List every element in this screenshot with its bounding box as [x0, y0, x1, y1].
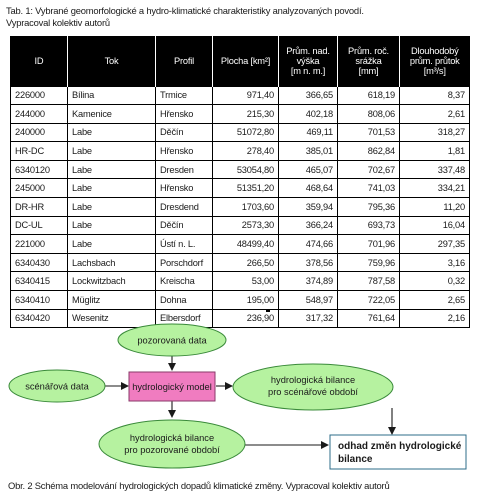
cell-srazka: 795,36: [338, 198, 400, 217]
header-prutok-line-3: [m³/s]: [423, 65, 446, 76]
cell-vyska: 374,89: [279, 272, 338, 291]
cell-vyska: 378,56: [279, 253, 338, 272]
cell-srazka: 808,06: [338, 105, 400, 124]
cell-tok: Müglitz: [68, 291, 156, 310]
cell-plocha: 51072,80: [213, 123, 279, 142]
cell-vyska: 317,32: [279, 309, 338, 328]
table-body: [11, 86, 470, 328]
cell-profil: Trmice: [156, 86, 213, 105]
cell-vyska: 548,97: [279, 291, 338, 310]
cell-prutok: 334,21: [400, 179, 470, 198]
cell-profil: Děčín: [156, 123, 213, 142]
node-bilance-pozor-label-2: pro pozorované období: [124, 445, 220, 455]
cell-srazka: 862,84: [338, 142, 400, 161]
table-row: [11, 291, 470, 310]
cell-tok: Labe: [68, 160, 156, 179]
cell-plocha: 48499,40: [213, 235, 279, 254]
header-vyska-line-2: výška: [296, 55, 320, 66]
cell-prutok: 337,48: [400, 160, 470, 179]
cell-id: DC-UL: [11, 216, 68, 235]
cell-id: 226000: [11, 86, 68, 105]
node-bilance-scenar-label-2: pro scénářové období: [268, 387, 358, 397]
cell-id: 245000: [11, 179, 68, 198]
node-hydrologicky-model-label: hydrologický model: [132, 382, 212, 392]
separator-dash: [266, 310, 270, 312]
cell-plocha: 971,40: [213, 86, 279, 105]
node-bilance-scenar-label-1: hydrologická bilance: [270, 375, 356, 385]
cell-id: 6340430: [11, 253, 68, 272]
cell-profil: Hřensko: [156, 142, 213, 161]
cell-profil: Ústí n. L.: [156, 235, 213, 254]
cell-profil: Hřensko: [156, 105, 213, 124]
cell-vyska: 469,11: [279, 123, 338, 142]
figure-caption: Obr. 2 Schéma modelování hydrologických dopadů klimatické změny. Vypracoval kolektiv autorů: [8, 480, 390, 491]
cell-prutok: 297,35: [400, 235, 470, 254]
cell-tok: Lockwitzbach: [68, 272, 156, 291]
table-row: [11, 160, 470, 179]
cell-profil: Elbersdorf: [156, 309, 213, 328]
table-row: [11, 123, 470, 142]
table-row: [11, 105, 470, 124]
cell-profil: Porschdorf: [156, 253, 213, 272]
header-vyska-line-3: [m n. m.]: [290, 65, 326, 76]
node-odhad-zmen-label-2: bilance: [338, 454, 373, 465]
header-srazka-line-3: [mm]: [358, 65, 379, 76]
cell-id: 6340120: [11, 160, 68, 179]
model-scheme-diagram: [0, 318, 487, 478]
cell-profil: Hřensko: [156, 179, 213, 198]
cell-vyska: 402,18: [279, 105, 338, 124]
header-profil: Profil: [156, 36, 213, 86]
cell-srazka: 701,96: [338, 235, 400, 254]
header-plocha: Plocha [km²]: [213, 36, 279, 86]
cell-vyska: 366,24: [279, 216, 338, 235]
cell-prutok: 2,61: [400, 105, 470, 124]
cell-srazka: 701,53: [338, 123, 400, 142]
table-row: [11, 142, 470, 161]
cell-plocha: 236,90: [213, 309, 279, 328]
table-row: [11, 253, 470, 272]
cell-vyska: 468,64: [279, 179, 338, 198]
cell-id: 240000: [11, 123, 68, 142]
cell-srazka: 722,05: [338, 291, 400, 310]
cell-vyska: 359,94: [279, 198, 338, 217]
header-prutok-line-2: prům. průtok: [409, 55, 460, 66]
cell-tok: Labe: [68, 123, 156, 142]
cell-vyska: 385,01: [279, 142, 338, 161]
cell-srazka: 702,67: [338, 160, 400, 179]
cell-profil: Dresden: [156, 160, 213, 179]
cell-srazka: 787,58: [338, 272, 400, 291]
header-vyska: [279, 36, 338, 86]
table-row: [11, 272, 470, 291]
cell-plocha: 1703,60: [213, 198, 279, 217]
cell-vyska: 366,65: [279, 86, 338, 105]
cell-prutok: 2,65: [400, 291, 470, 310]
cell-prutok: 11,20: [400, 198, 470, 217]
cell-prutok: 0,32: [400, 272, 470, 291]
cell-srazka: 759,96: [338, 253, 400, 272]
header-id: ID: [11, 36, 68, 86]
cell-tok: Labe: [68, 142, 156, 161]
cell-plocha: 215,30: [213, 105, 279, 124]
cell-prutok: 8,37: [400, 86, 470, 105]
cell-id: 6340415: [11, 272, 68, 291]
cell-profil: Dohna: [156, 291, 213, 310]
cell-id: 6340410: [11, 291, 68, 310]
cell-tok: Wesenitz: [68, 309, 156, 328]
cell-tok: Labe: [68, 216, 156, 235]
cell-prutok: 1,81: [400, 142, 470, 161]
cell-tok: Bílina: [68, 86, 156, 105]
header-prutok-line-1: Dlouhodobý: [410, 45, 459, 56]
table-caption-line-1: Tab. 1: Vybrané geomorfologické a hydro-klimatické charakteristiky analyzovaných povodí.: [6, 5, 364, 16]
table-row: [11, 179, 470, 198]
cell-plocha: 266,50: [213, 253, 279, 272]
header-vyska-line-1: Prům. nad.: [286, 45, 330, 56]
node-bilance-pozor: [99, 420, 245, 468]
cell-plocha: 278,40: [213, 142, 279, 161]
cell-srazka: 693,73: [338, 216, 400, 235]
cell-id: 221000: [11, 235, 68, 254]
table-row: [11, 198, 470, 217]
node-scenarova-data-label: scénářová data: [25, 381, 89, 392]
node-odhad-zmen-label-1: odhad změn hydrologické: [338, 441, 462, 452]
cell-tok: Labe: [68, 235, 156, 254]
cell-tok: Lachsbach: [68, 253, 156, 272]
cell-prutok: 2,16: [400, 309, 470, 328]
header-srazka-line-2: srážka: [355, 55, 382, 66]
table-row: [11, 235, 470, 254]
cell-plocha: 195,00: [213, 291, 279, 310]
cell-vyska: 474,66: [279, 235, 338, 254]
cell-plocha: 53,00: [213, 272, 279, 291]
table-header-row: [11, 36, 470, 86]
cell-profil: Děčín: [156, 216, 213, 235]
cell-profil: Kreischa: [156, 272, 213, 291]
header-srazka-line-1: Prům. roč.: [348, 45, 389, 56]
header-srazka: [338, 36, 400, 86]
cell-tok: Labe: [68, 198, 156, 217]
cell-id: DR-HR: [11, 198, 68, 217]
cell-prutok: 318,27: [400, 123, 470, 142]
cell-prutok: 16,04: [400, 216, 470, 235]
cell-id: HR-DC: [11, 142, 68, 161]
cell-srazka: 618,19: [338, 86, 400, 105]
cell-plocha: 53054,80: [213, 160, 279, 179]
cell-id: 6340420: [11, 309, 68, 328]
cell-prutok: 3,16: [400, 253, 470, 272]
table-caption-line-2: Vypracoval kolektiv autorů: [6, 17, 110, 28]
table-row: [11, 216, 470, 235]
cell-srazka: 761,64: [338, 309, 400, 328]
cell-srazka: 741,03: [338, 179, 400, 198]
node-pozorovana-data-label: pozorovaná data: [137, 335, 207, 346]
cell-profil: Dresdend: [156, 198, 213, 217]
table-row: [11, 86, 470, 105]
node-bilance-pozor-label-1: hydrologická bilance: [129, 433, 215, 443]
cell-id: 244000: [11, 105, 68, 124]
characteristics-table: [10, 36, 470, 328]
header-tok: Tok: [68, 36, 156, 86]
cell-vyska: 465,07: [279, 160, 338, 179]
cell-plocha: 2573,30: [213, 216, 279, 235]
header-prutok: [400, 36, 470, 86]
cell-tok: Kamenice: [68, 105, 156, 124]
cell-plocha: 51351,20: [213, 179, 279, 198]
cell-tok: Labe: [68, 179, 156, 198]
